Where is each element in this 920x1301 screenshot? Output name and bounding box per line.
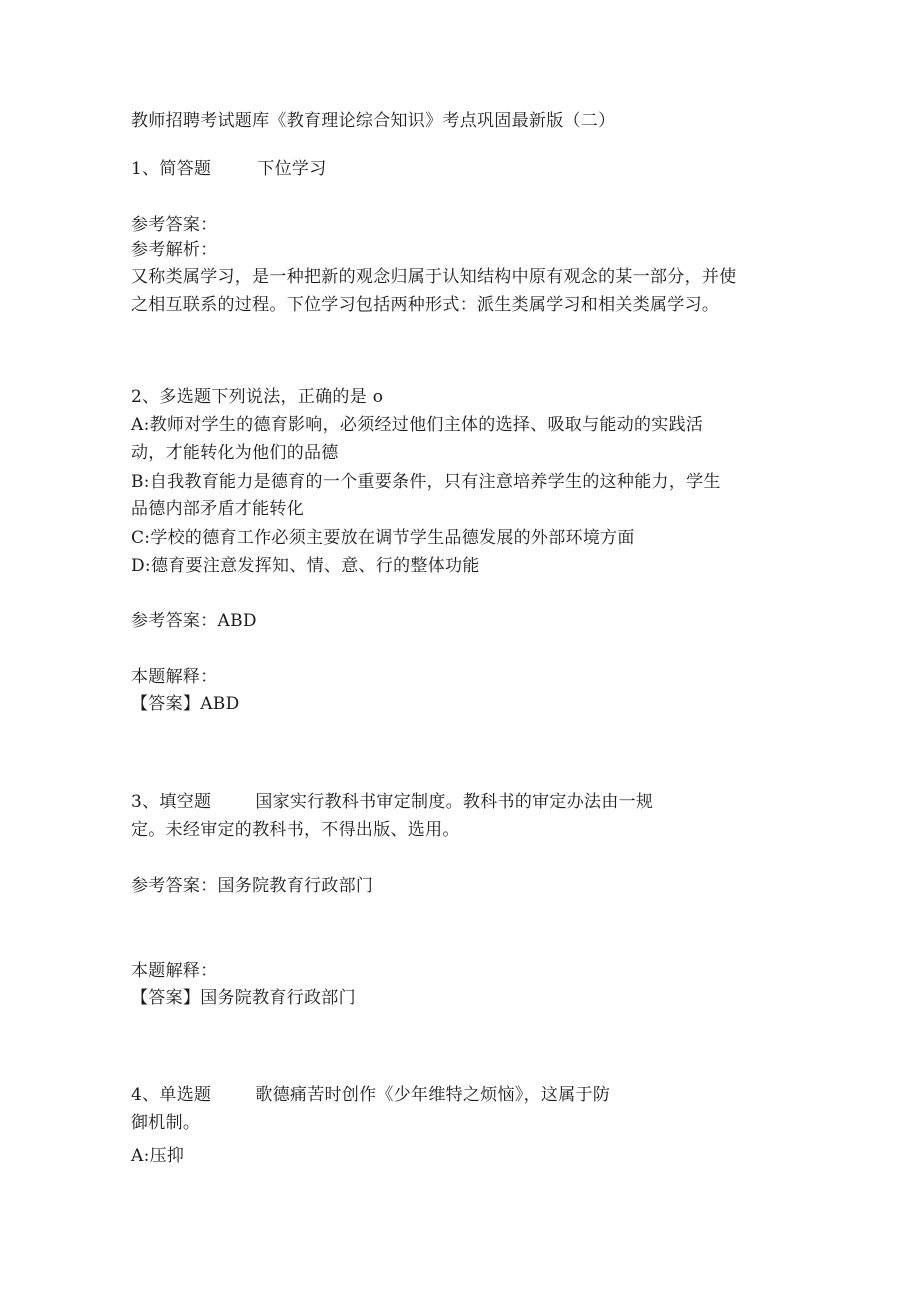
q1-stem: 下位学习: [257, 159, 327, 179]
q3-header: [131, 790, 653, 814]
q1-type: 1、简答题: [131, 159, 212, 179]
q2-explain-label: 本题解释：: [131, 667, 218, 687]
q3-explain: 【答案】国务院教育行政部门: [131, 988, 356, 1008]
q2-answer: 参考答案：ABD: [131, 611, 257, 631]
q2-option-a-line-1: A:教师对学生的德育影响，必须经过他们主体的选择、吸取与能动的实践活: [131, 415, 704, 435]
q1-answer-label: 参考答案：: [131, 215, 218, 235]
q2-header: 2、多选题下列说法，正确的是 o: [131, 387, 384, 407]
q2-option-d: D:德育要注意发挥知、情、意、行的整体功能: [131, 556, 480, 576]
q4-stem-line-1: 歌德痛苦时创作《少年维特之烦恼》，这属于防: [255, 1085, 611, 1105]
q3-stem-line-2: 定。未经审定的教科书，不得出版、选用。: [131, 820, 460, 840]
q2-option-b-line-2: 品德内部矛盾才能转化: [131, 499, 304, 519]
q3-explain-label: 本题解释：: [131, 961, 218, 981]
q4-stem-line-2: 御机制。: [131, 1113, 201, 1133]
q1-analysis-line-2: 之相互联系的过程。下位学习包括两种形式：派生类属学习和相关类属学习。: [131, 295, 720, 315]
q1-header: [131, 157, 327, 181]
q2-option-b-line-1: B:自我教育能力是德育的一个重要条件，只有注意培养学生的这种能力，学生: [131, 472, 721, 492]
q2-option-c: C:学校的德育工作必须主要放在调节学生品德发展的外部环境方面: [131, 528, 635, 548]
q2-option-a-line-2: 动，才能转化为他们的品德: [131, 443, 339, 463]
q3-stem-line-1: 国家实行教科书审定制度。教科书的审定办法由一规: [255, 792, 654, 812]
document-title: 教师招聘考试题库《教育理论综合知识》考点巩固最新版（二）: [131, 111, 616, 131]
q1-analysis-label: 参考解析：: [131, 240, 218, 260]
q1-analysis-line-1: 又称类属学习，是一种把新的观念归属于认知结构中原有观念的某一部分，并使: [131, 267, 737, 287]
q3-answer: 参考答案：国务院教育行政部门: [131, 876, 374, 896]
q4-option-a: A:压抑: [131, 1146, 185, 1166]
q4-header: [131, 1083, 610, 1107]
q3-type: 3、填空题: [131, 792, 212, 812]
q2-explain: 【答案】ABD: [131, 694, 240, 714]
q4-type: 4、单选题: [131, 1085, 212, 1105]
